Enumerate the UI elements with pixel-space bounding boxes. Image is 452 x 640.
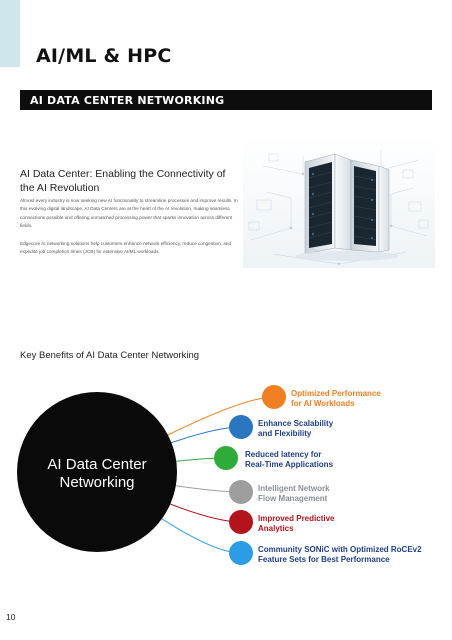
corner-tab <box>0 0 20 67</box>
intro-heading: AI Data Center: Enabling the Connectivity of the AI Revolution <box>20 168 226 194</box>
benefit-bubble-1 <box>262 385 286 409</box>
benefits-heading: Key Benefits of AI Data Center Networking <box>20 350 200 361</box>
benefit-label-5-line2: Analytics <box>258 524 294 533</box>
section-title: AI DATA CENTER NETWORKING <box>30 94 225 107</box>
page-number: 10 <box>6 612 16 622</box>
benefit-label-1-line2: for AI Workloads <box>291 399 355 408</box>
intro-paragraph-1: Almost every industry is now seeking new AI functionality to streamline processes and improve results. In this evolving digital landscape, AI Data Centers are at the heart of the AI revolution, making seamless connections possible and offering unmatched processing power that sparks innovation across different fields. <box>20 198 238 228</box>
benefit-label-6-line1: Community SONiC with Optimized RoCEv2 <box>258 545 422 554</box>
page-title: AI/ML & HPC <box>36 45 172 67</box>
benefit-bubble-4 <box>229 480 253 504</box>
benefit-label-3-line2: Real-Time Applications <box>245 460 334 469</box>
benefit-label-2-line1: Enhance Scalability <box>258 419 334 428</box>
benefit-label-3-line1: Reduced latency for <box>245 450 322 459</box>
intro-paragraph-2: Edgecore AI networking solutions help customers enhance network efficiency, reduce congestion, and expedite job completion times (JCB) for extensive AI/ML workloads. <box>20 241 232 255</box>
center-label-line2: Networking <box>59 474 135 491</box>
benefit-label-1-line1: Optimized Performance <box>291 389 381 398</box>
benefit-label-4-line2: Flow Management <box>258 494 328 503</box>
server-illustration <box>243 136 435 268</box>
benefit-bubble-3 <box>214 446 238 470</box>
benefits-diagram <box>0 375 452 575</box>
center-label-line1: AI Data Center <box>47 456 147 473</box>
benefit-label-4-line1: Intelligent Network <box>258 484 330 493</box>
benefit-bubble-5 <box>229 510 253 534</box>
benefit-bubble-6 <box>229 541 253 565</box>
benefit-label-2-line2: and Flexibility <box>258 429 312 438</box>
benefit-label-5-line1: Improved Predictive <box>258 514 335 523</box>
benefit-label-6-line2: Feature Sets for Best Performance <box>258 555 390 564</box>
benefit-bubble-2 <box>229 415 253 439</box>
